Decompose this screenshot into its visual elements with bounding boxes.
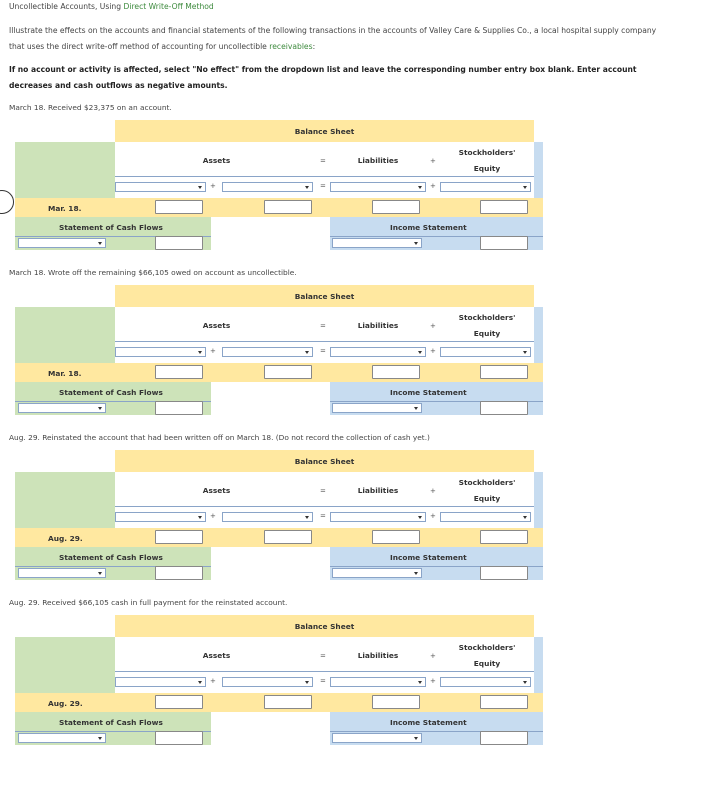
equals-sign: = <box>320 322 326 330</box>
chevron-down-icon <box>414 242 418 245</box>
assets-account-select-2[interactable] <box>222 347 313 357</box>
assets-account-select-2[interactable] <box>222 182 313 192</box>
receivables-link[interactable]: receivables <box>269 42 313 51</box>
plus-sign: + <box>430 652 436 660</box>
plus-sign: + <box>430 157 436 165</box>
plus-sign: + <box>210 182 216 190</box>
blue-right-strip <box>534 142 543 198</box>
transaction-date: Aug. 29. <box>48 534 83 543</box>
income-statement-amount-input[interactable] <box>480 401 528 415</box>
chevron-down-icon <box>198 351 202 354</box>
plus-sign: + <box>210 512 216 520</box>
page-title <box>9 2 214 11</box>
green-left-strip <box>15 637 115 693</box>
instruction-line-1: If no account or activity is affected, select "No effect" from the dropdown list and leave the corresponding number entry box blank. Enter account <box>9 65 637 74</box>
liabilities-account-select[interactable] <box>330 182 426 192</box>
plus-sign: + <box>430 512 436 520</box>
stockholders-label: Stockholders' <box>458 643 516 652</box>
blue-right-strip <box>534 472 543 528</box>
assets-account-select[interactable] <box>115 677 206 687</box>
transaction-caption: March 18. Received $23,375 on an account. <box>9 103 172 112</box>
assets-amount-input-1[interactable] <box>155 695 203 709</box>
income-statement-label: Income Statement <box>390 388 467 397</box>
chevron-down-icon <box>98 407 102 410</box>
assets-label: Assets <box>202 321 231 330</box>
liabilities-label: Liabilities <box>357 156 399 165</box>
equals-sign: = <box>320 652 326 660</box>
divider-line <box>115 341 534 342</box>
chevron-down-icon <box>418 186 422 189</box>
transaction-block <box>0 285 702 415</box>
equity-account-select[interactable] <box>440 347 531 357</box>
cash-flow-activity-select[interactable] <box>18 238 106 248</box>
chevron-down-icon <box>414 407 418 410</box>
chevron-down-icon <box>523 186 527 189</box>
income-statement-select[interactable] <box>332 568 422 578</box>
assets-label: Assets <box>202 156 231 165</box>
income-statement-amount-input[interactable] <box>480 566 528 580</box>
cash-flow-amount-input[interactable] <box>155 236 203 250</box>
liabilities-account-select[interactable] <box>330 347 426 357</box>
equity-account-select[interactable] <box>440 182 531 192</box>
chevron-down-icon <box>523 351 527 354</box>
stockholders-label: Stockholders' <box>458 148 516 157</box>
plus-sign: + <box>430 182 436 190</box>
liabilities-amount-input[interactable] <box>372 365 420 379</box>
equity-label: Equity <box>473 164 501 173</box>
divider-line <box>115 671 534 672</box>
chevron-down-icon <box>418 351 422 354</box>
transaction-date: Mar. 18. <box>48 369 82 378</box>
cash-flow-amount-input[interactable] <box>155 566 203 580</box>
blue-right-strip <box>534 637 543 693</box>
cash-flow-activity-select[interactable] <box>18 403 106 413</box>
equals-sign: = <box>320 677 326 685</box>
chevron-down-icon <box>418 516 422 519</box>
equity-label: Equity <box>473 659 501 668</box>
divider-line <box>115 506 534 507</box>
transaction-block <box>0 120 702 250</box>
liabilities-account-select[interactable] <box>330 512 426 522</box>
equity-label: Equity <box>473 329 501 338</box>
cash-flow-activity-select[interactable] <box>18 568 106 578</box>
income-statement-label: Income Statement <box>390 223 467 232</box>
transaction-block <box>0 615 702 745</box>
chevron-down-icon <box>98 737 102 740</box>
equity-amount-input[interactable] <box>480 200 528 214</box>
green-left-strip <box>15 142 115 198</box>
title-text: Uncollectible Accounts, Using <box>9 2 124 11</box>
title-link[interactable]: Direct Write-Off Method <box>123 2 214 11</box>
income-statement-amount-input[interactable] <box>480 236 528 250</box>
chevron-down-icon <box>305 351 309 354</box>
blue-right-strip <box>534 307 543 363</box>
equals-sign: = <box>320 487 326 495</box>
divider-line <box>115 176 534 177</box>
plus-sign: + <box>430 347 436 355</box>
balance-sheet-label: Balance Sheet <box>294 127 355 136</box>
cash-flows-label: Statement of Cash Flows <box>59 718 163 727</box>
chevron-down-icon <box>198 516 202 519</box>
income-statement-select[interactable] <box>332 238 422 248</box>
equity-account-select[interactable] <box>440 512 531 522</box>
chevron-down-icon <box>305 186 309 189</box>
income-statement-select[interactable] <box>332 403 422 413</box>
cash-flows-label: Statement of Cash Flows <box>59 553 163 562</box>
desc-suffix: : <box>312 42 316 51</box>
liabilities-amount-input[interactable] <box>372 200 420 214</box>
chevron-down-icon <box>414 737 418 740</box>
plus-sign: + <box>430 322 436 330</box>
equity-account-select[interactable] <box>440 677 531 687</box>
green-left-strip <box>15 472 115 528</box>
assets-label: Assets <box>202 486 231 495</box>
transaction-date: Aug. 29. <box>48 699 83 708</box>
assets-account-select-2[interactable] <box>222 677 313 687</box>
cash-flow-activity-select[interactable] <box>18 733 106 743</box>
cash-flows-label: Statement of Cash Flows <box>59 388 163 397</box>
chevron-down-icon <box>414 572 418 575</box>
equals-sign: = <box>320 157 326 165</box>
assets-label: Assets <box>202 651 231 660</box>
income-statement-select[interactable] <box>332 733 422 743</box>
income-statement-amount-input[interactable] <box>480 731 528 745</box>
cash-flow-amount-input[interactable] <box>155 731 203 745</box>
chevron-down-icon <box>418 681 422 684</box>
liabilities-account-select[interactable] <box>330 677 426 687</box>
chevron-down-icon <box>305 516 309 519</box>
transaction-caption: Aug. 29. Reinstated the account that had been written off on March 18. (Do not record the collection of cash yet.) <box>9 433 430 442</box>
chevron-down-icon <box>523 516 527 519</box>
income-statement-label: Income Statement <box>390 718 467 727</box>
chevron-down-icon <box>98 572 102 575</box>
equity-amount-input[interactable] <box>480 530 528 544</box>
assets-account-select[interactable] <box>115 182 206 192</box>
transaction-caption: March 18. Wrote off the remaining $66,105 owed on account as uncollectible. <box>9 268 297 277</box>
transaction-block <box>0 450 702 580</box>
plus-sign: + <box>210 347 216 355</box>
transaction-caption: Aug. 29. Received $66,105 cash in full payment for the reinstated account. <box>9 598 288 607</box>
assets-amount-input-1[interactable] <box>155 200 203 214</box>
assets-amount-input-2[interactable] <box>264 365 312 379</box>
chevron-down-icon <box>198 186 202 189</box>
liabilities-label: Liabilities <box>357 321 399 330</box>
income-statement-label: Income Statement <box>390 553 467 562</box>
cash-flow-amount-input[interactable] <box>155 401 203 415</box>
balance-sheet-label: Balance Sheet <box>294 622 355 631</box>
chevron-down-icon <box>198 681 202 684</box>
liabilities-label: Liabilities <box>357 486 399 495</box>
assets-amount-input-2[interactable] <box>264 695 312 709</box>
liabilities-amount-input[interactable] <box>372 530 420 544</box>
equity-amount-input[interactable] <box>480 365 528 379</box>
transaction-date: Mar. 18. <box>48 204 82 213</box>
description-line-2 <box>9 42 315 51</box>
assets-account-select[interactable] <box>115 347 206 357</box>
assets-amount-input-2[interactable] <box>264 200 312 214</box>
balance-sheet-label: Balance Sheet <box>294 292 355 301</box>
instruction-line-2: decreases and cash outflows as negative amounts. <box>9 81 228 90</box>
equity-label: Equity <box>473 494 501 503</box>
equals-sign: = <box>320 512 326 520</box>
liabilities-label: Liabilities <box>357 651 399 660</box>
cash-flows-label: Statement of Cash Flows <box>59 223 163 232</box>
equals-sign: = <box>320 347 326 355</box>
assets-amount-input-1[interactable] <box>155 530 203 544</box>
liabilities-amount-input[interactable] <box>372 695 420 709</box>
assets-account-select-2[interactable] <box>222 512 313 522</box>
desc-text: that uses the direct write-off method of accounting for uncollectible <box>9 42 270 51</box>
assets-amount-input-1[interactable] <box>155 365 203 379</box>
chevron-down-icon <box>523 681 527 684</box>
description-line-1: Illustrate the effects on the accounts and financial statements of the following transactions in the accounts of Valley Care & Supplies Co., a local hospital supply company <box>9 26 657 35</box>
chevron-down-icon <box>98 242 102 245</box>
equals-sign: = <box>320 182 326 190</box>
plus-sign: + <box>430 677 436 685</box>
assets-account-select[interactable] <box>115 512 206 522</box>
plus-sign: + <box>430 487 436 495</box>
assets-amount-input-2[interactable] <box>264 530 312 544</box>
green-left-strip <box>15 307 115 363</box>
equity-amount-input[interactable] <box>480 695 528 709</box>
stockholders-label: Stockholders' <box>458 478 516 487</box>
chevron-down-icon <box>305 681 309 684</box>
plus-sign: + <box>210 677 216 685</box>
balance-sheet-label: Balance Sheet <box>294 457 355 466</box>
stockholders-label: Stockholders' <box>458 313 516 322</box>
